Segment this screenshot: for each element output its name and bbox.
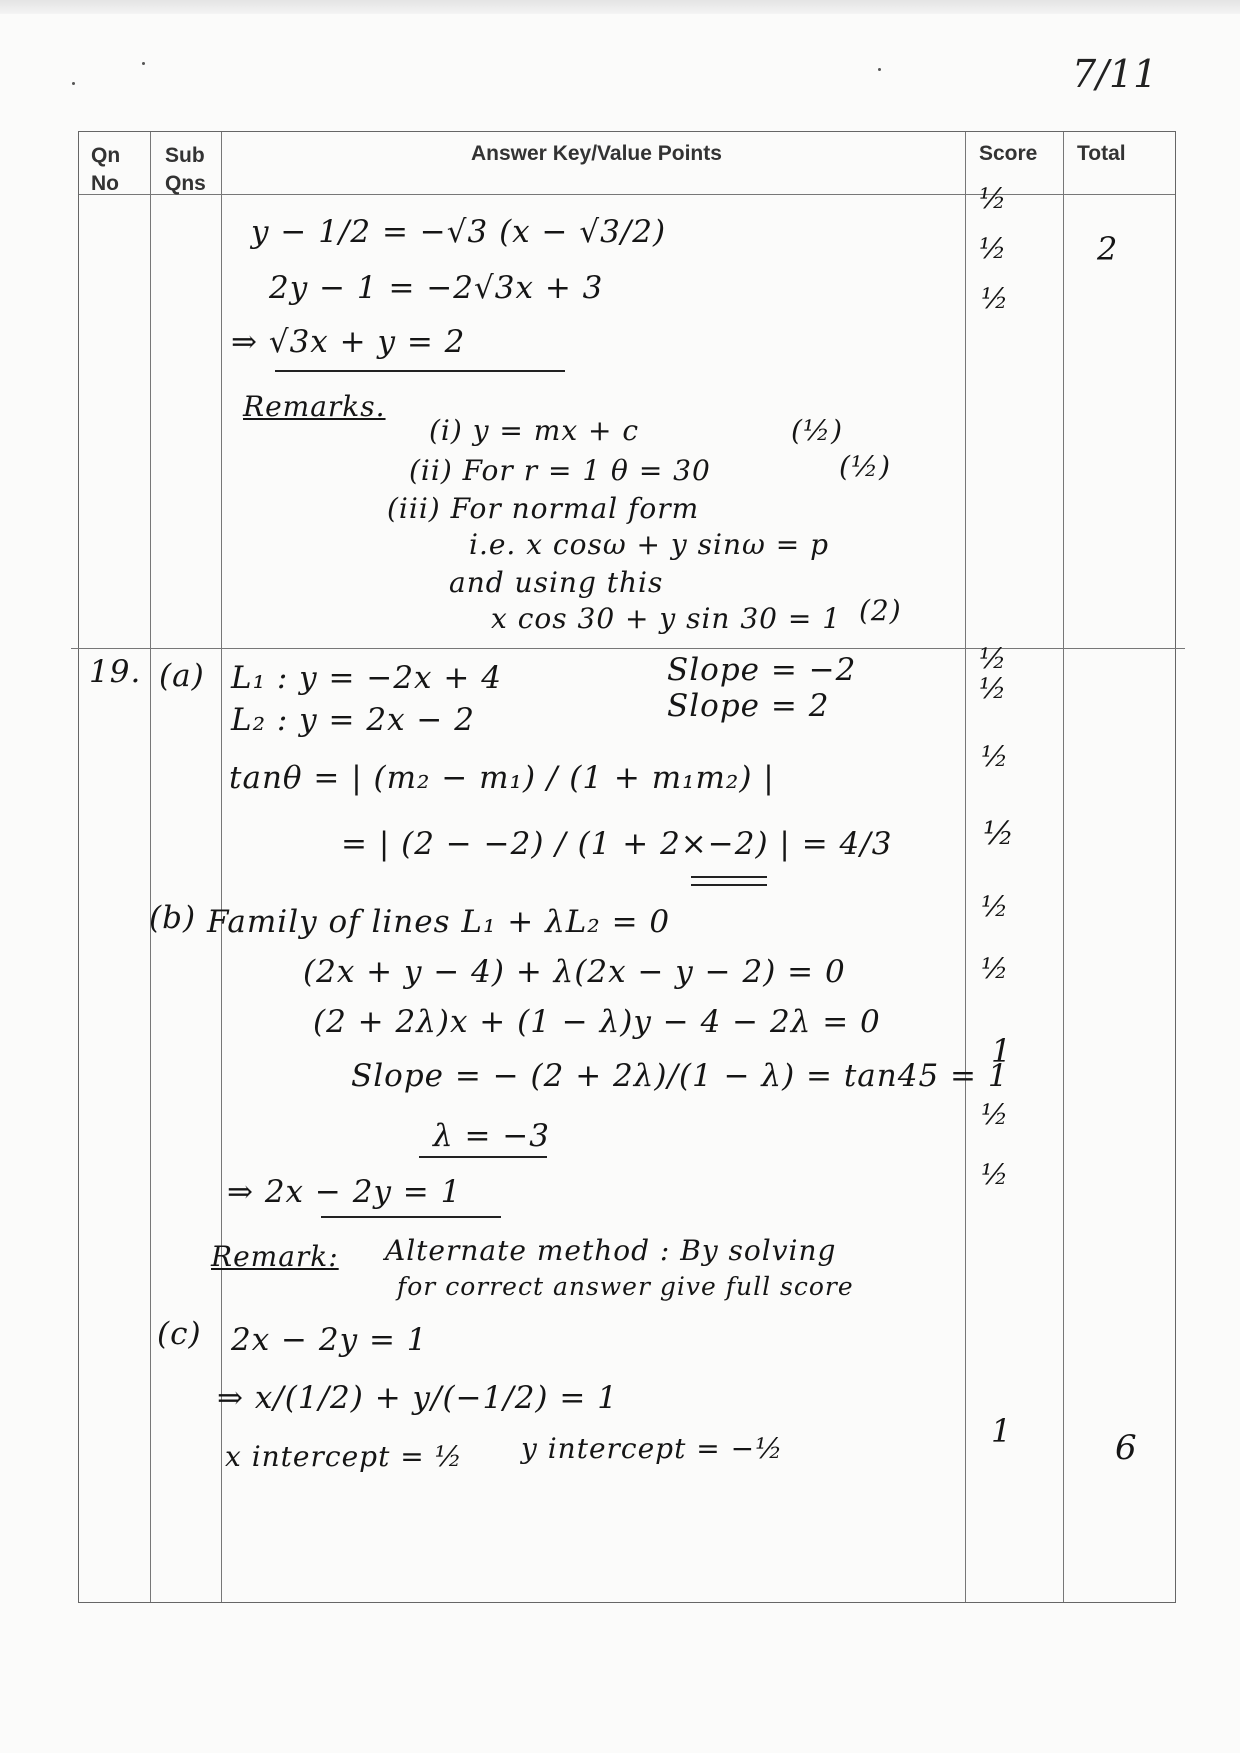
answer-line: ⇒ x/(1/2) + y/(−1/2) = 1 (217, 1380, 618, 1416)
answer-line: tanθ = | (m₂ − m₁) / (1 + m₁m₂) | (229, 760, 775, 796)
score-value: ½ (981, 890, 1009, 923)
answer-line: Slope = − (2 + 2λ)/(1 − λ) = tan45 = 1 (351, 1058, 1009, 1094)
col-divider (1063, 132, 1064, 1602)
score-value: ½ (979, 232, 1007, 265)
score-value: 1 (991, 1412, 1012, 1450)
header-score: Score (979, 142, 1038, 165)
answer-key-table (78, 131, 1176, 1603)
answer-line: y − 1/2 = −√3 (x − √3/2) (251, 214, 667, 250)
header-answer-key: Answer Key/Value Points (471, 142, 722, 165)
remark-line: (iii) For normal form (387, 492, 700, 525)
sub-question-a: (a) (159, 658, 205, 694)
total-value: 2 (1097, 230, 1118, 268)
score-value: ½ (981, 952, 1009, 985)
total-value: 6 (1115, 1428, 1137, 1468)
score-value: ½ (981, 1158, 1009, 1191)
answer-underline (691, 884, 767, 886)
score-value: ½ (981, 1098, 1009, 1131)
answer-line: (2x + y − 4) + λ(2x − y − 2) = 0 (303, 954, 846, 990)
answer-underline (275, 370, 565, 372)
score-value: ½ (979, 642, 1007, 675)
score-value: ½ (979, 672, 1007, 705)
remark-line: (i) y = mx + c (429, 414, 640, 447)
remark-mark: (2) (859, 594, 902, 627)
answer-underline (691, 876, 767, 878)
header-total: Total (1077, 142, 1126, 165)
sub-question-b: (b) (149, 900, 197, 936)
header-sub-qns: Sub Qns (165, 144, 206, 195)
score-value: ½ (979, 182, 1007, 215)
score-value: ½ (981, 282, 1009, 315)
remarks-title: Remarks. (243, 390, 386, 423)
answer-line: x intercept = ½ (225, 1440, 463, 1473)
answer-line: y intercept = −½ (521, 1432, 784, 1465)
answer-line: ⇒ 2x − 2y = 1 (227, 1174, 462, 1210)
answer-line: λ = −3 (433, 1118, 551, 1154)
remark-mark: (½) (839, 450, 891, 483)
score-value: ½ (983, 814, 1015, 852)
remark-line: for correct answer give full score (397, 1272, 854, 1301)
remark-line: i.e. x cosω + y sinω = p (469, 528, 830, 561)
sub-question-c: (c) (157, 1316, 202, 1352)
remark-line: (ii) For r = 1 θ = 30 (409, 454, 711, 487)
slope-line: Slope = −2 (667, 652, 857, 688)
header-qn-no: Qn No (91, 144, 121, 195)
remark-label: Remark: (211, 1240, 339, 1273)
question-number: 19. (89, 654, 142, 690)
answer-line: (2 + 2λ)x + (1 − λ)y − 4 − 2λ = 0 (313, 1004, 881, 1040)
answer-line: 2x − 2y = 1 (231, 1322, 428, 1358)
page-number: 7/11 (1072, 52, 1158, 96)
answer-line: ⇒ √3x + y = 2 (231, 324, 466, 360)
answer-line: = | (2 − −2) / (1 + 2×−2) | = 4/3 (341, 826, 893, 862)
remark-mark: (½) (791, 414, 843, 447)
scan-speck (878, 68, 881, 71)
answer-line: 2y − 1 = −2√3x + 3 (269, 270, 604, 306)
col-divider (965, 132, 966, 1602)
answer-line: L₁ : y = −2x + 4 (231, 660, 502, 696)
answer-line: L₂ : y = 2x − 2 (231, 702, 475, 738)
remark-line: and using this (449, 566, 664, 599)
score-value: 1 (991, 1032, 1012, 1070)
row-divider (71, 648, 1185, 649)
answer-underline (419, 1156, 547, 1158)
scan-top-edge (0, 0, 1240, 14)
scan-speck (72, 82, 75, 85)
col-divider (150, 132, 151, 1602)
header-divider (79, 194, 1175, 195)
score-value: ½ (981, 740, 1009, 773)
scan-speck (142, 62, 145, 65)
answer-underline (321, 1216, 501, 1218)
slope-line: Slope = 2 (667, 688, 830, 724)
remark-line: x cos 30 + y sin 30 = 1 (491, 602, 842, 635)
remark-line: Alternate method : By solving (385, 1234, 837, 1267)
answer-line: Family of lines L₁ + λL₂ = 0 (207, 904, 671, 940)
